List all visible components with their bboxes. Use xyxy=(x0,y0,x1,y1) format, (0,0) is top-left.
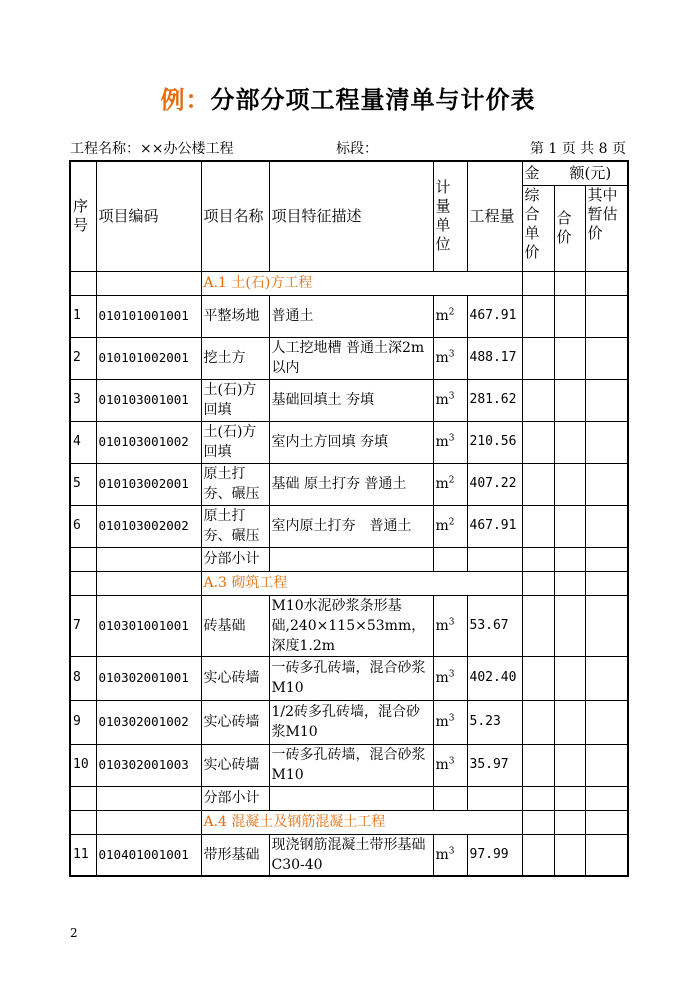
cell-total xyxy=(554,834,585,876)
header-total: 合价 xyxy=(554,185,585,271)
cell-unit xyxy=(433,656,467,700)
cell-empty xyxy=(585,786,628,810)
header-unit-price: 综合单价 xyxy=(522,185,554,271)
cell-seq: 1 xyxy=(70,295,96,337)
cell-seq: 10 xyxy=(70,744,96,786)
cell-unit xyxy=(433,595,467,656)
cell-code: 010103001002 xyxy=(96,421,201,463)
cell-total xyxy=(554,656,585,700)
cell-seq: 11 xyxy=(70,834,96,876)
table-row xyxy=(70,505,628,547)
unit-text: $m^3$ xyxy=(435,669,455,686)
cell-name: 实心砖墙 xyxy=(201,700,269,744)
cell-desc: 室内土方回填 夯填 xyxy=(269,421,433,463)
header-provisional: 其中暂估价 xyxy=(585,185,628,271)
cell-empty xyxy=(522,547,554,571)
bill-of-quantities-table xyxy=(69,160,629,877)
cell-unit-price xyxy=(522,295,554,337)
cell-unit xyxy=(433,834,467,876)
cell-provisional xyxy=(585,700,628,744)
header-unit: 计量单位 xyxy=(433,161,467,271)
header-name: 项目名称 xyxy=(201,161,269,271)
cell-empty xyxy=(585,271,628,295)
section-title: A.4 混凝土及钢筋混凝土工程 xyxy=(201,810,522,834)
cell-total xyxy=(554,337,585,379)
cell-qty: 467.91 xyxy=(467,295,522,337)
subtotal-label: 分部小计 xyxy=(201,547,269,571)
cell-qty: 210.56 xyxy=(467,421,522,463)
cell-desc: M10水泥砂浆条形基础,240×115×53mm，深度1.2m xyxy=(269,595,433,656)
cell-desc: 一砖多孔砖墙，混合砂浆M10 xyxy=(269,744,433,786)
cell-unit xyxy=(433,744,467,786)
cell-desc: 人工挖地槽 普通土深2m以内 xyxy=(269,337,433,379)
cell-empty xyxy=(269,786,433,810)
unit-text: $m^3$ xyxy=(435,756,455,773)
cell-total xyxy=(554,505,585,547)
table-row xyxy=(70,595,628,656)
table-body xyxy=(70,271,628,876)
cell-code: 010401001001 xyxy=(96,834,201,876)
cell-code: 010302001001 xyxy=(96,656,201,700)
section-row xyxy=(70,271,628,295)
title-prefix: 例： xyxy=(160,85,211,114)
title-main: 分部分项工程量清单与计价表 xyxy=(210,85,536,114)
cell-provisional xyxy=(585,505,628,547)
cell-total xyxy=(554,700,585,744)
cell-name: 平整场地 xyxy=(201,295,269,337)
cell-seq: 7 xyxy=(70,595,96,656)
cell-unit-price xyxy=(522,834,554,876)
cell-empty xyxy=(554,571,585,595)
unit-text: $m^2$ xyxy=(435,307,455,324)
cell-empty xyxy=(96,547,201,571)
cell-provisional xyxy=(585,463,628,505)
cell-qty: 407.22 xyxy=(467,463,522,505)
table-row xyxy=(70,337,628,379)
cell-desc: 一砖多孔砖墙，混合砂浆M10 xyxy=(269,656,433,700)
cell-desc: 现浇钢筋混凝土带形基础C30-40 xyxy=(269,834,433,876)
cell-name: 挖土方 xyxy=(201,337,269,379)
cell-code: 010101002001 xyxy=(96,337,201,379)
unit-text: $m^3$ xyxy=(435,391,455,408)
cell-desc: 基础回填土 夯填 xyxy=(269,379,433,421)
cell-empty xyxy=(70,786,96,810)
cell-empty xyxy=(70,271,96,295)
cell-empty xyxy=(96,786,201,810)
cell-empty xyxy=(554,810,585,834)
table-row xyxy=(70,295,628,337)
cell-seq: 2 xyxy=(70,337,96,379)
cell-unit-price xyxy=(522,337,554,379)
cell-qty: 53.67 xyxy=(467,595,522,656)
cell-unit-price xyxy=(522,421,554,463)
cell-empty xyxy=(269,547,433,571)
cell-seq: 5 xyxy=(70,463,96,505)
cell-provisional xyxy=(585,744,628,786)
section-label: 标段： xyxy=(336,141,378,157)
cell-qty: 5.23 xyxy=(467,700,522,744)
cell-total xyxy=(554,379,585,421)
project-name: 工程名称：××办公楼工程 xyxy=(70,141,234,157)
section-title: A.1 土(石)方工程 xyxy=(201,271,522,295)
cell-unit xyxy=(433,700,467,744)
cell-empty xyxy=(522,271,554,295)
page-number: 2 xyxy=(70,926,78,940)
cell-empty xyxy=(70,571,96,595)
table-header xyxy=(70,161,628,271)
cell-total xyxy=(554,595,585,656)
cell-seq: 9 xyxy=(70,700,96,744)
section-row xyxy=(70,810,628,834)
cell-name: 土(石)方回填 xyxy=(201,379,269,421)
cell-qty: 35.97 xyxy=(467,744,522,786)
cell-total xyxy=(554,421,585,463)
unit-text: $m^3$ xyxy=(435,349,455,366)
cell-code: 010103002002 xyxy=(96,505,201,547)
cell-unit-price xyxy=(522,595,554,656)
cell-empty xyxy=(433,547,467,571)
cell-provisional xyxy=(585,595,628,656)
cell-unit-price xyxy=(522,656,554,700)
cell-code: 010103001001 xyxy=(96,379,201,421)
header-amount: 金 额(元) xyxy=(522,161,628,185)
page-indicator: 第 1 页 共 8 页 xyxy=(529,141,626,157)
header-seq: 序号 xyxy=(70,161,96,271)
cell-empty xyxy=(96,810,201,834)
cell-unit-price xyxy=(522,700,554,744)
unit-text: $m^2$ xyxy=(435,517,455,534)
cell-provisional xyxy=(585,421,628,463)
table-row xyxy=(70,744,628,786)
cell-code: 010103002001 xyxy=(96,463,201,505)
cell-empty xyxy=(554,271,585,295)
cell-empty xyxy=(70,547,96,571)
cell-unit xyxy=(433,295,467,337)
section-row xyxy=(70,571,628,595)
cell-unit xyxy=(433,379,467,421)
subtotal-row xyxy=(70,547,628,571)
cell-code: 010302001003 xyxy=(96,744,201,786)
cell-total xyxy=(554,295,585,337)
cell-empty xyxy=(585,571,628,595)
cell-unit-price xyxy=(522,379,554,421)
cell-empty xyxy=(522,571,554,595)
cell-seq: 3 xyxy=(70,379,96,421)
cell-empty xyxy=(554,547,585,571)
cell-empty xyxy=(467,547,522,571)
subtotal-label: 分部小计 xyxy=(201,786,269,810)
table-row xyxy=(70,421,628,463)
header-qty: 工程量 xyxy=(467,161,522,271)
cell-empty xyxy=(433,786,467,810)
cell-qty: 467.91 xyxy=(467,505,522,547)
cell-provisional xyxy=(585,834,628,876)
unit-text: $m^3$ xyxy=(435,713,455,730)
cell-desc: 1/2砖多孔砖墙，混合砂浆M10 xyxy=(269,700,433,744)
cell-unit xyxy=(433,505,467,547)
cell-unit-price xyxy=(522,463,554,505)
section-title: A.3 砌筑工程 xyxy=(201,571,522,595)
table-row xyxy=(70,379,628,421)
cell-code: 010301001001 xyxy=(96,595,201,656)
cell-unit-price xyxy=(522,505,554,547)
unit-text: $m^3$ xyxy=(435,616,455,634)
cell-total xyxy=(554,463,585,505)
cell-provisional xyxy=(585,656,628,700)
cell-name: 实心砖墙 xyxy=(201,656,269,700)
cell-seq: 8 xyxy=(70,656,96,700)
cell-empty xyxy=(96,571,201,595)
cell-qty: 402.40 xyxy=(467,656,522,700)
cell-empty xyxy=(522,810,554,834)
unit-text: $m^2$ xyxy=(435,475,455,492)
table-row xyxy=(70,656,628,700)
cell-desc: 室内原土打夯 普通土 xyxy=(269,505,433,547)
cell-seq: 6 xyxy=(70,505,96,547)
cell-name: 原土打夯、碾压 xyxy=(201,505,269,547)
cell-empty xyxy=(585,810,628,834)
cell-unit xyxy=(433,337,467,379)
cell-seq: 4 xyxy=(70,421,96,463)
table-row xyxy=(70,834,628,876)
table-meta xyxy=(70,138,626,158)
cell-qty: 281.62 xyxy=(467,379,522,421)
cell-empty xyxy=(585,547,628,571)
cell-code: 010101001001 xyxy=(96,295,201,337)
header-desc: 项目特征描述 xyxy=(269,161,433,271)
unit-text: $m^3$ xyxy=(435,846,455,863)
cell-empty xyxy=(467,786,522,810)
cell-empty xyxy=(522,786,554,810)
cell-name: 砖基础 xyxy=(201,595,269,656)
table-row xyxy=(70,700,628,744)
cell-empty xyxy=(96,271,201,295)
table-row xyxy=(70,463,628,505)
cell-name: 原土打夯、碾压 xyxy=(201,463,269,505)
cell-qty: 488.17 xyxy=(467,337,522,379)
cell-provisional xyxy=(585,379,628,421)
cell-name: 带形基础 xyxy=(201,834,269,876)
cell-name: 实心砖墙 xyxy=(201,744,269,786)
page-title xyxy=(0,80,696,115)
cell-empty xyxy=(554,786,585,810)
cell-provisional xyxy=(585,295,628,337)
cell-desc: 基础 原土打夯 普通土 xyxy=(269,463,433,505)
cell-code: 010302001002 xyxy=(96,700,201,744)
cell-unit-price xyxy=(522,744,554,786)
cell-empty xyxy=(70,810,96,834)
cell-provisional xyxy=(585,337,628,379)
cell-qty: 97.99 xyxy=(467,834,522,876)
cell-desc: 普通土 xyxy=(269,295,433,337)
cell-total xyxy=(554,744,585,786)
cell-unit xyxy=(433,421,467,463)
cell-unit xyxy=(433,463,467,505)
cell-name: 土(石)方回填 xyxy=(201,421,269,463)
subtotal-row xyxy=(70,786,628,810)
header-code: 项目编码 xyxy=(96,161,201,271)
unit-text: $m^3$ xyxy=(435,433,455,450)
